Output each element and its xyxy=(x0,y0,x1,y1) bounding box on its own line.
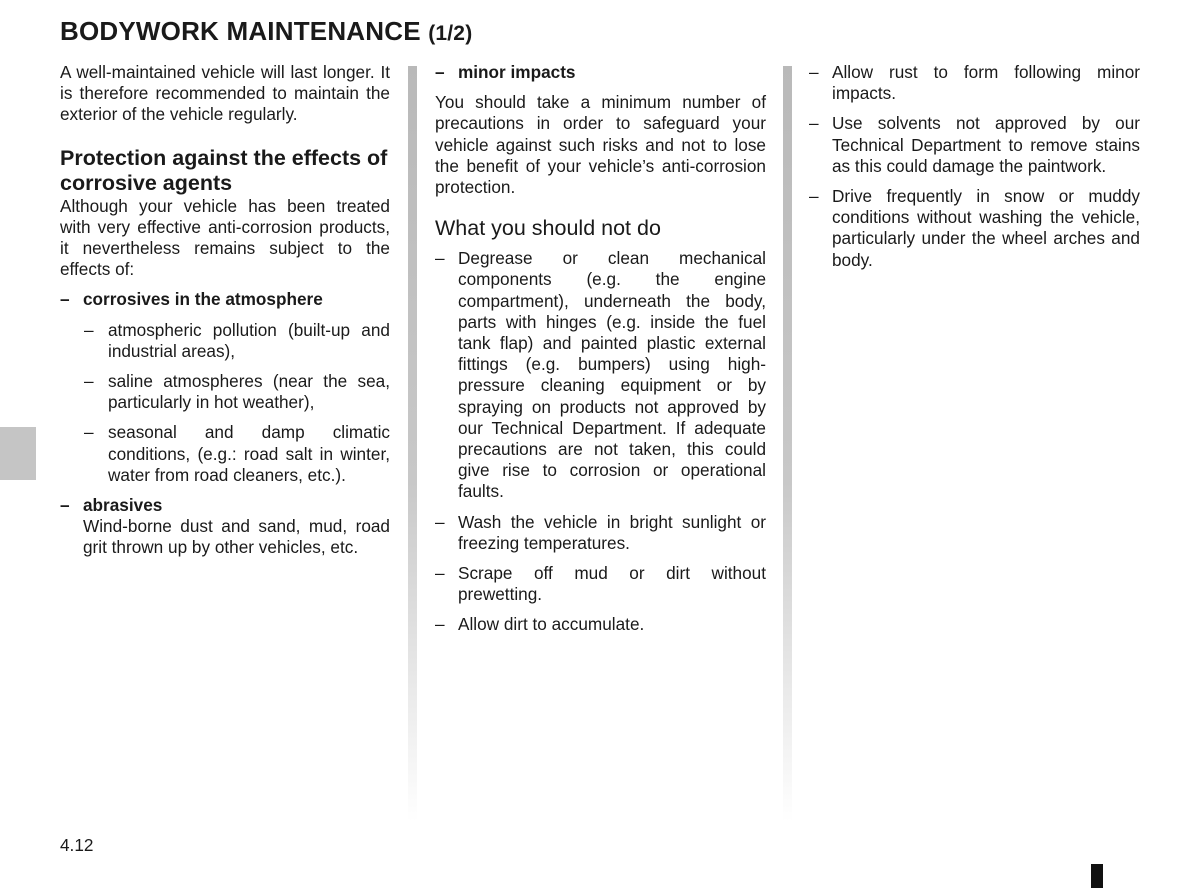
sub-list-item-text: atmospheric pollution (built-up and industrial areas), xyxy=(108,319,390,361)
atmosphere-list-item xyxy=(60,289,390,310)
what-not-to-do-heading: What you should not do xyxy=(435,216,661,241)
list-item xyxy=(435,248,766,502)
list-item-text: Use solvents not approved by our Technical Department to remove stains as this could damage the paintwork. xyxy=(832,113,1140,176)
dash-bullet: – xyxy=(435,248,445,269)
minor-impacts-list-item xyxy=(435,62,766,83)
dash-bullet: – xyxy=(60,495,70,516)
left-column xyxy=(60,62,390,559)
dash-bullet: – xyxy=(60,289,70,310)
list-item xyxy=(435,512,766,554)
corner-mark xyxy=(1091,864,1103,888)
dash-bullet: – xyxy=(84,319,94,340)
list-item-text: Allow dirt to accumulate. xyxy=(458,614,645,635)
column-separator-1 xyxy=(408,66,417,822)
right-column xyxy=(809,62,1140,271)
list-item-text: Allow rust to form following minor impacts. xyxy=(832,62,1140,104)
dash-bullet: – xyxy=(435,511,445,532)
middle-column xyxy=(435,62,766,636)
page-number: 4.12 xyxy=(60,835,94,855)
abrasives-list-item xyxy=(60,495,390,516)
page-title xyxy=(60,16,472,47)
dash-bullet: – xyxy=(435,62,445,82)
dash-bullet: – xyxy=(84,422,94,443)
sub-list-item-text: seasonal and damp climatic conditions, (e.g.: road salt in winter, water from road cleaners, etc.). xyxy=(108,422,390,485)
abrasives-label: abrasives xyxy=(83,495,163,516)
dash-bullet: – xyxy=(809,62,819,82)
sub-list-item xyxy=(60,422,390,486)
dash-bullet: – xyxy=(84,371,94,392)
minor-impacts-label: minor impacts xyxy=(458,62,576,82)
list-item xyxy=(809,186,1140,271)
list-item xyxy=(435,563,766,605)
sub-list-item-text: saline atmospheres (near the sea, particularly in hot weather), xyxy=(108,371,390,413)
minor-impacts-text: You should take a minimum number of precautions in order to safeguard your vehicle against such risks and not to lose the benefit of your vehicle’s anti-corrosion protection. xyxy=(435,92,766,198)
sub-list-item xyxy=(60,320,390,362)
list-item-text: Degrease or clean mechanical components (e.g. the engine compartment), underneath the body, parts with hinges (e.g. inside the fuel tank flap) and painted plastic external fittings (e.g. bumpers) using high-pressure cleaning equipment or by spraying on products not approved by our Technical Department. If adequate precautions are not taken, this could give rise to corrosion or operational faults. xyxy=(458,248,766,502)
list-item xyxy=(435,614,766,635)
atmosphere-label: corrosives in the atmosphere xyxy=(83,289,323,310)
title-text: BODYWORK MAINTENANCE xyxy=(60,16,421,46)
abrasives-text: Wind-borne dust and sand, mud, road grit thrown up by other vehicles, etc. xyxy=(83,516,390,558)
part-indicator: (1/2) xyxy=(428,22,473,45)
dash-bullet: – xyxy=(435,614,445,635)
intro-paragraph: A well-maintained vehicle will last longer. It is therefore recommended to maintain the exterior of the vehicle regularly. xyxy=(60,62,390,125)
dash-bullet: – xyxy=(809,113,819,134)
sub-list-item xyxy=(60,371,390,413)
list-item-text: Drive frequently in snow or muddy conditions without washing the vehicle, particularly under the wheel arches and body. xyxy=(832,186,1140,270)
list-item-text: Scrape off mud or dirt without prewetting. xyxy=(458,563,766,605)
corrosion-protection-heading: Protection against the effects of corrosive agents xyxy=(60,145,388,195)
list-item xyxy=(809,113,1140,177)
list-item xyxy=(809,62,1140,104)
chapter-tab-marker xyxy=(0,427,36,480)
column-separator-2 xyxy=(783,66,792,822)
dash-bullet: – xyxy=(809,186,819,207)
dash-bullet: – xyxy=(435,563,445,584)
corrosion-protection-body: Although your vehicle has been treated with very effective anti-corrosion products, it nevertheless remains subject to the effects of: xyxy=(60,195,390,280)
list-item-text: Wash the vehicle in bright sunlight or freezing temperatures. xyxy=(458,511,766,553)
